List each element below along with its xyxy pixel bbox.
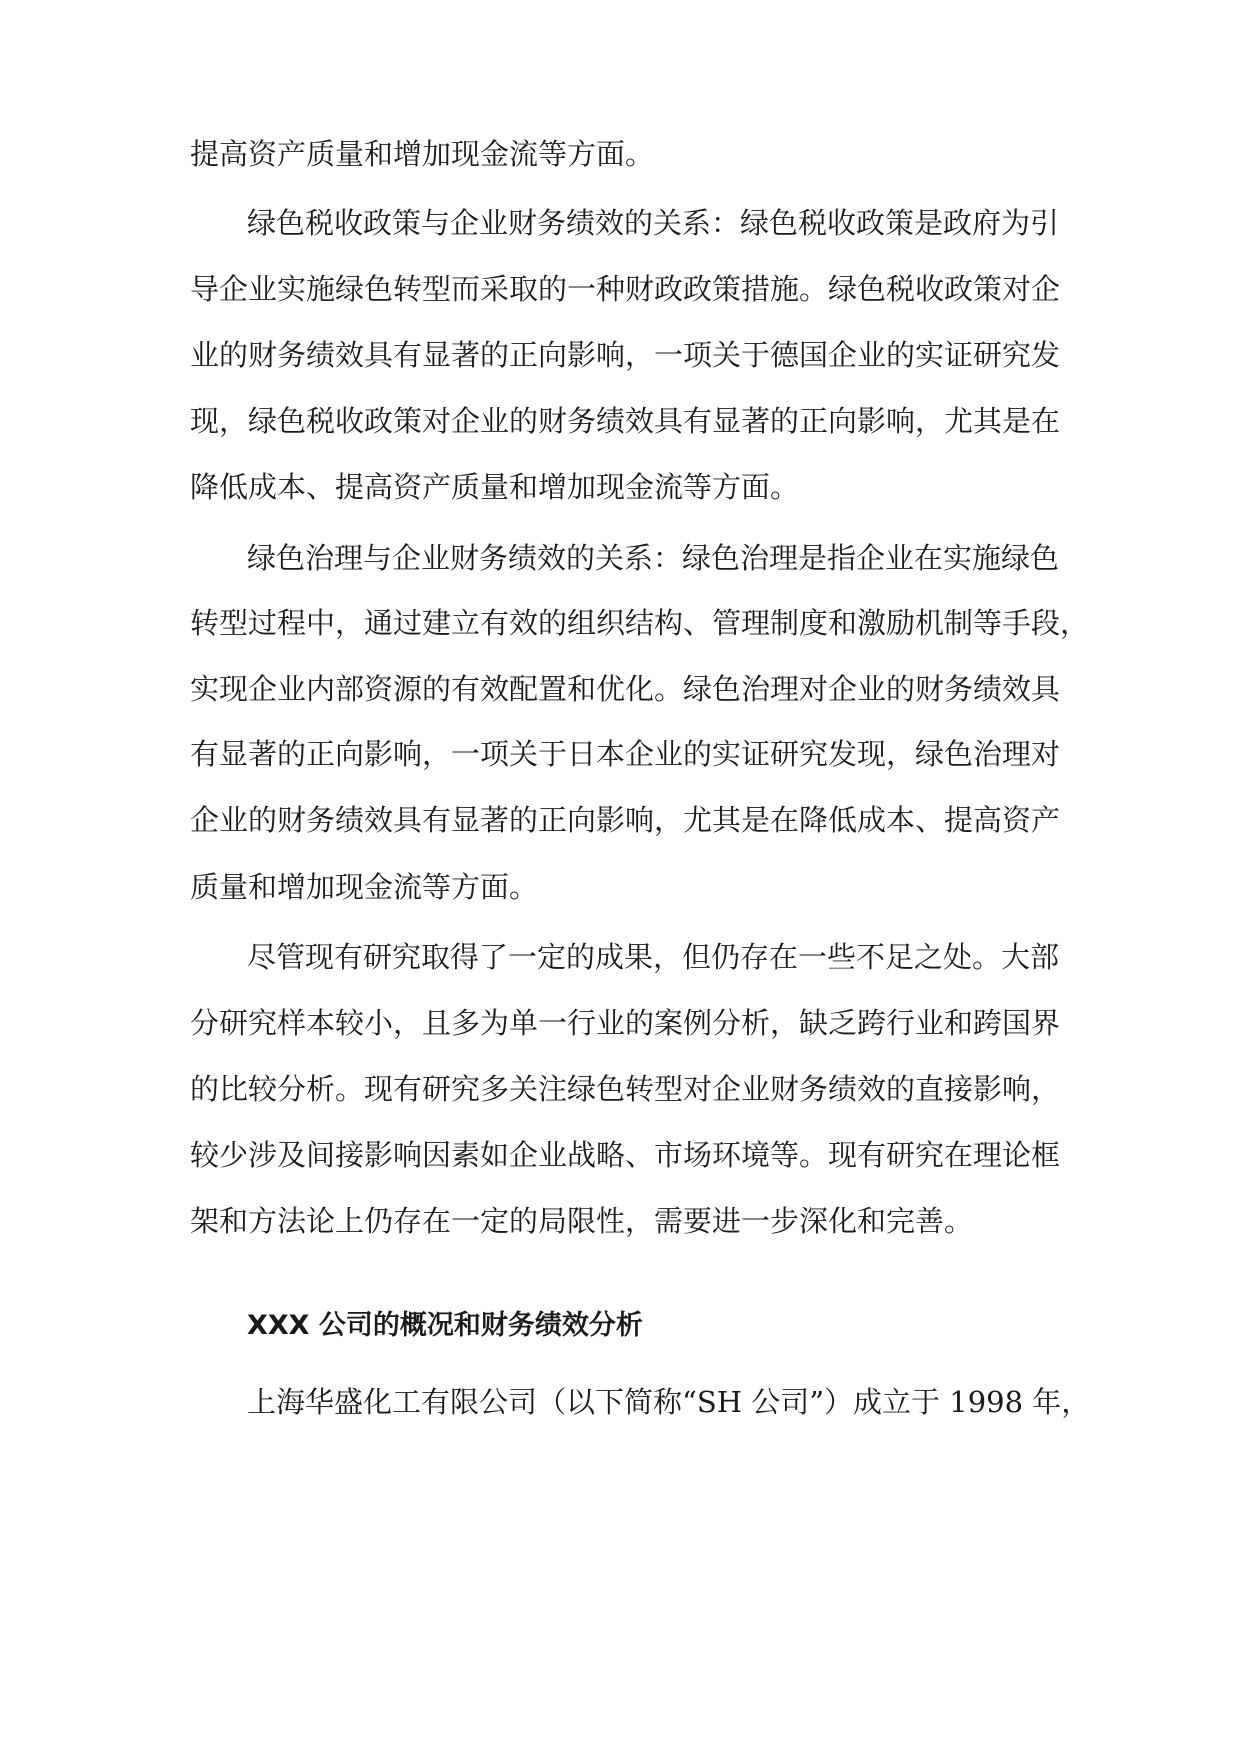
paragraph-line: 转型过程中，通过建立有效的组织结构、管理制度和激励机制等手段， xyxy=(190,606,1090,640)
paragraph-line: 现，绿色税收政策对企业的财务绩效具有显著的正向影响，尤其是在 xyxy=(190,404,1061,438)
paragraph-line: 降低成本、提高资产质量和增加现金流等方面。 xyxy=(190,470,800,504)
paragraph-line: 绿色税收政策与企业财务绩效的关系：绿色税收政策是政府为引 xyxy=(247,206,1060,240)
paragraph-line: 提高资产质量和增加现金流等方面。 xyxy=(190,137,655,171)
paragraph-line: 实现企业内部资源的有效配置和优化。绿色治理对企业的财务绩效具 xyxy=(190,672,1061,706)
paragraph-line: 尽管现有研究取得了一定的成果，但仍存在一些不足之处。大部 xyxy=(247,940,1060,974)
section-heading: XXX 公司的概况和财务绩效分析 xyxy=(247,1310,643,1341)
paragraph-line: 绿色治理与企业财务绩效的关系：绿色治理是指企业在实施绿色 xyxy=(247,541,1060,575)
paragraph-line: 企业的财务绩效具有显著的正向影响，尤其是在降低成本、提高资产 xyxy=(190,803,1061,837)
paragraph-line: 架和方法论上仍存在一定的局限性，需要进一步深化和完善。 xyxy=(190,1204,974,1238)
paragraph-line: 导企业实施绿色转型而采取的一种财政政策措施。绿色税收政策对企 xyxy=(190,272,1061,306)
paragraph-line: 较少涉及间接影响因素如企业战略、市场环境等。现有研究在理论框 xyxy=(190,1138,1061,1172)
paragraph-line: 的比较分析。现有研究多关注绿色转型对企业财务绩效的直接影响， xyxy=(190,1072,1061,1106)
paragraph-line: 有显著的正向影响，一项关于日本企业的实证研究发现，绿色治理对 xyxy=(190,737,1061,771)
paragraph-line: 质量和增加现金流等方面。 xyxy=(190,870,539,904)
paragraph-line: 业的财务绩效具有显著的正向影响，一项关于德国企业的实证研究发 xyxy=(190,338,1061,372)
paragraph-line: 上海华盛化工有限公司（以下简称“SH 公司”）成立于 1998 年， xyxy=(247,1385,1091,1419)
paragraph-line: 分研究样本较小，且多为单一行业的案例分析，缺乏跨行业和跨国界 xyxy=(190,1006,1061,1040)
